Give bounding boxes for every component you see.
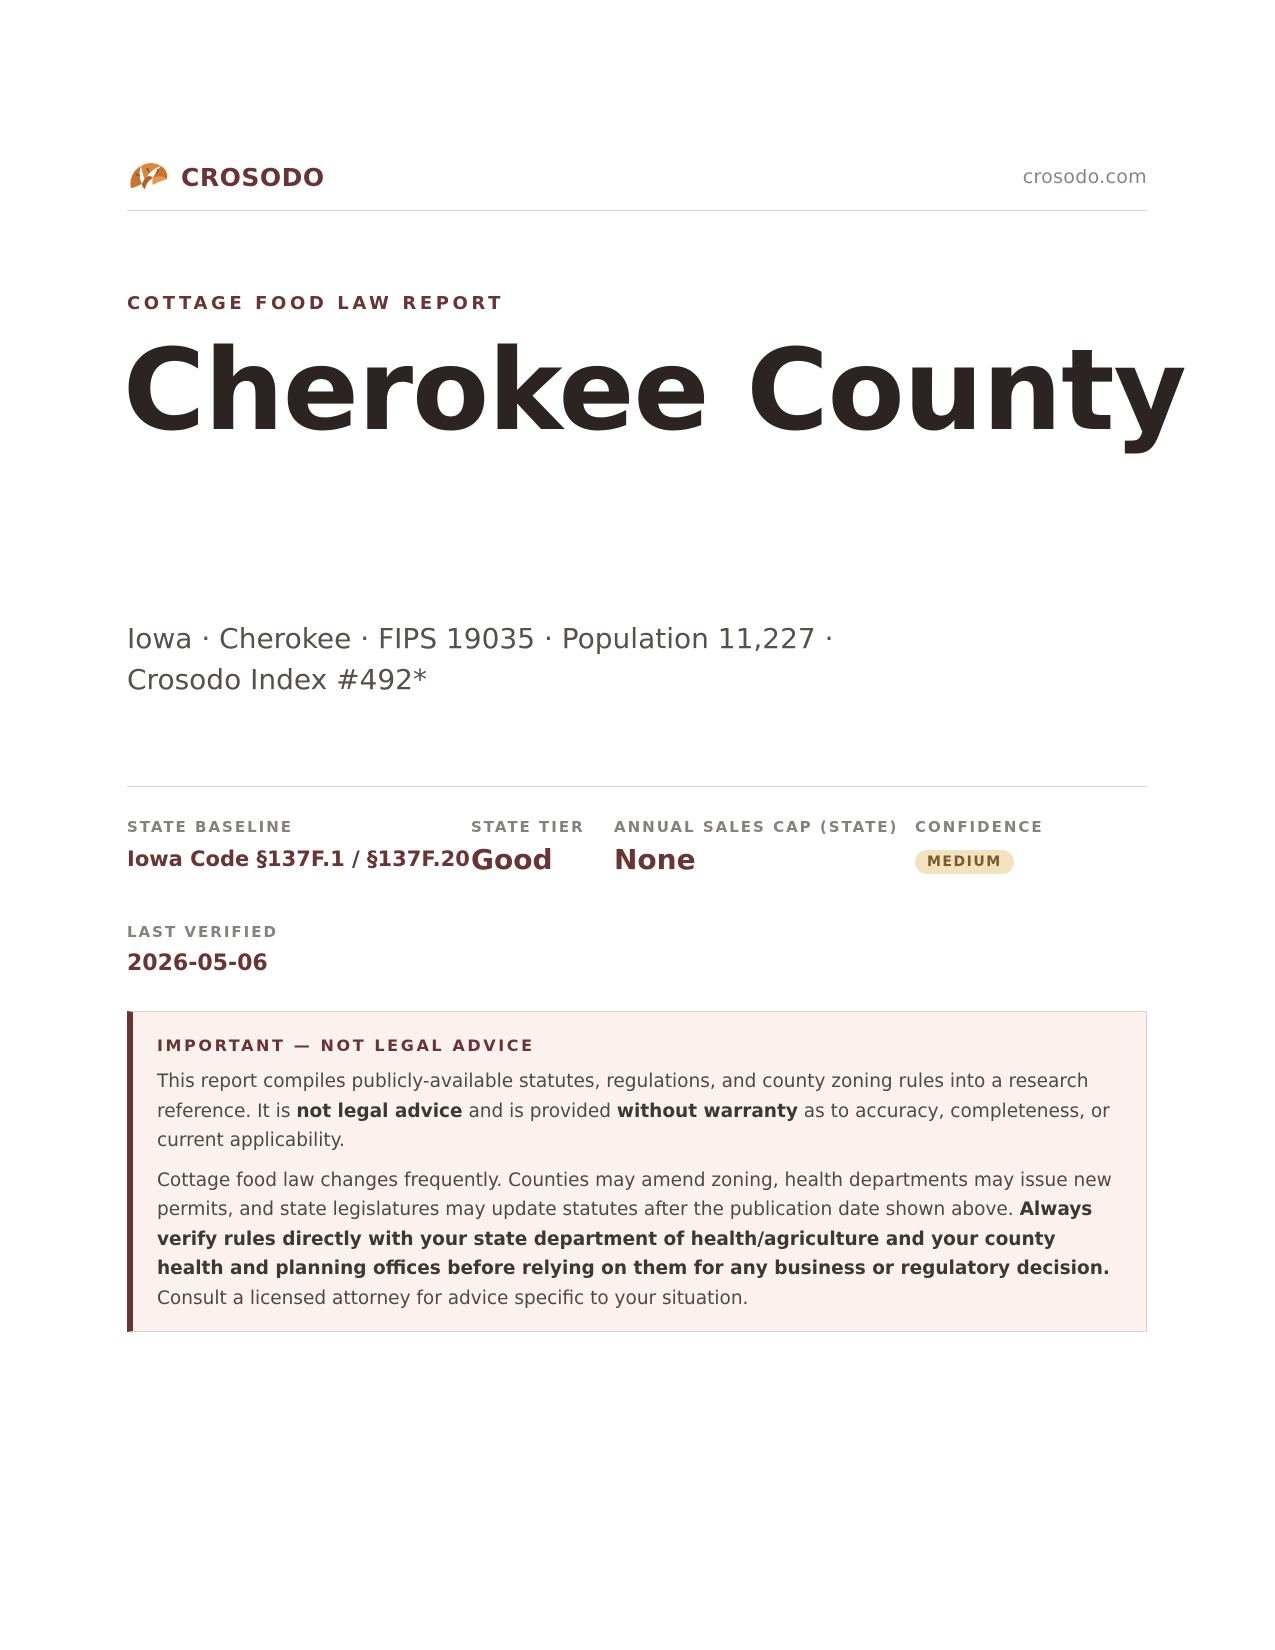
report-eyebrow: COTTAGE FOOD LAW REPORT: [127, 293, 504, 314]
brand-name: CROSODO: [181, 162, 325, 192]
stat-state-tier: [471, 818, 585, 876]
notice-title: IMPORTANT — NOT LEGAL ADVICE: [157, 1036, 535, 1055]
notice-emphasis: not legal advice: [296, 1100, 463, 1122]
notice-emphasis: without warranty: [616, 1100, 798, 1122]
stat-value: Good: [471, 843, 553, 876]
stat-value: 2026-05-06: [127, 951, 268, 976]
confidence-badge: MEDIUM: [915, 850, 1014, 874]
notice-paragraph: [157, 1166, 1120, 1314]
stat-confidence: [915, 818, 1044, 874]
stat-last-verified: [127, 923, 278, 976]
stat-value: Iowa Code §137F.1 / §137F.20: [127, 847, 470, 871]
stat-state-baseline: [127, 818, 470, 871]
section-divider: [127, 786, 1147, 787]
page-title: Cherokee County: [123, 326, 1186, 456]
notice-emphasis: Always verify rules directly with your state department of health/agriculture and your county health and planning offices before relying on them for any business or regulatory decision.: [157, 1199, 1110, 1279]
notice-text: Consult a licensed attorney for advice specific to your situation.: [157, 1287, 749, 1309]
report-subtitle: Iowa · Cherokee · FIPS 19035 · Population 11,227 · Crosodo Index #492*: [127, 622, 834, 696]
notice-text: as to accuracy, completeness, or current applicability.: [157, 1100, 1110, 1151]
croissant-icon: [127, 158, 169, 196]
stat-label: STATE TIER: [471, 818, 585, 836]
stat-annual-sales-cap: [614, 818, 898, 876]
site-url-link[interactable]: crosodo.com: [1022, 166, 1147, 188]
page-header: [127, 158, 1147, 211]
notice-text: This report compiles publicly-available statutes, regulations, and county zoning rules into a research reference. It is: [157, 1071, 1089, 1122]
stat-label: STATE BASELINE: [127, 818, 294, 836]
legal-notice: [127, 1011, 1147, 1332]
stat-label: LAST VERIFIED: [127, 923, 278, 941]
notice-paragraph: [157, 1067, 1120, 1156]
notice-text: Cottage food law changes frequently. Counties may amend zoning, health departments may issue new permits, and state legislatures may update statutes after the publication date shown above.: [157, 1169, 1112, 1220]
notice-text: and is provided: [462, 1100, 617, 1122]
stat-label: CONFIDENCE: [915, 818, 1044, 836]
stat-label: ANNUAL SALES CAP (STATE): [614, 818, 899, 836]
stat-value: None: [614, 843, 696, 876]
brand[interactable]: [127, 158, 325, 196]
